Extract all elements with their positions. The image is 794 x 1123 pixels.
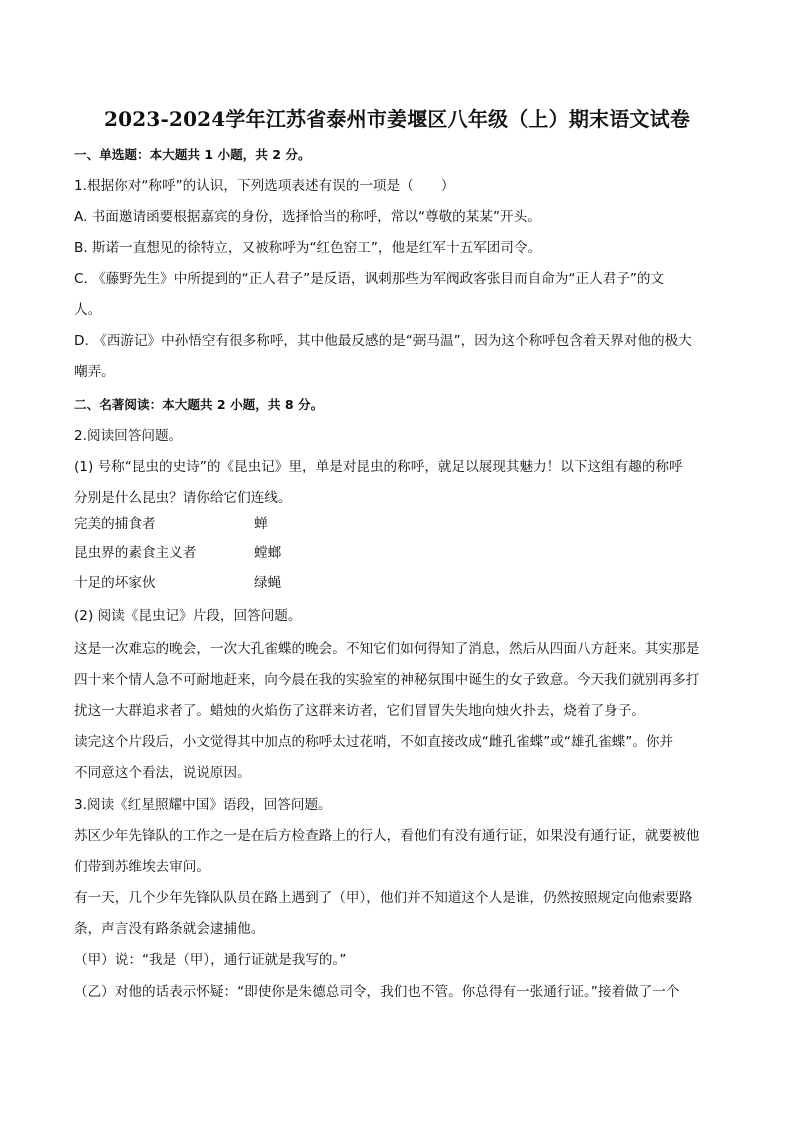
match-left-item: 昆虫界的素食主义者 bbox=[74, 545, 197, 561]
q1-stem: 1.根据你对“称呼”的认识，下列选项表述有误的一项是（ ） bbox=[74, 178, 455, 194]
match-left-item: 完美的捕食者 bbox=[74, 516, 156, 532]
q2-part1-line1: (1) 号称“昆虫的史诗”的《昆虫记》里，单是对昆虫的称呼，就足以展现其魅力！以下这组有趣的称呼 bbox=[74, 459, 683, 475]
q3-stem: 3.阅读《红星照耀中国》语段，回答问题。 bbox=[74, 797, 332, 813]
q1-option-c-line2: 人。 bbox=[74, 302, 102, 318]
q3-text-line6: （乙）对他的话表示怀疑：“即使你是朱德总司令，我们也不管。你总得有一张通行证。”接着做了一个 bbox=[74, 984, 680, 1000]
match-right-item: 蝉 bbox=[254, 516, 268, 532]
q2-part1-line2: 分别是什么昆虫？请你给它们连线。 bbox=[74, 490, 292, 506]
q3-text-line2: 们带到苏维埃去审问。 bbox=[74, 859, 210, 875]
q2-passage-line1: 这是一次难忘的晚会，一次大孔雀蝶的晚会。不知它们如何得知了消息，然后从四面八方赶来。其实那是 bbox=[74, 641, 700, 657]
q3-text-line4: 条，声言没有路条就会逮捕他。 bbox=[74, 921, 265, 937]
match-right-item: 绿蝇 bbox=[254, 575, 282, 591]
q2-stem: 2.阅读回答问题。 bbox=[74, 428, 183, 444]
exam-title: 2023-2024学年江苏省泰州市姜堰区八年级（上）期末语文试卷 bbox=[103, 107, 691, 131]
q3-text-line3: 有一天，几个少年先锋队队员在路上遇到了（甲），他们并不知道这个人是谁，仍然按照规定向他索要路 bbox=[74, 890, 693, 906]
q2-part2-stem: (2) 阅读《昆虫记》片段，回答问题。 bbox=[74, 608, 302, 624]
q2-question-line1: 读完这个片段后，小文觉得其中加点的称呼太过花哨，不如直接改成“雌孔雀蝶”或“雄孔雀蝶”。你并 bbox=[74, 734, 674, 750]
section-2-heading: 二、名著阅读：本大题共 2 小题，共 8 分。 bbox=[74, 397, 324, 412]
section-1-heading: 一、单选题：本大题共 1 小题，共 2 分。 bbox=[74, 147, 311, 162]
q1-option-c-line1: C. 《藤野先生》中所提到的“正人君子”是反语，讽刺那些为军阀政客张目而自命为“正人君子”的文 bbox=[74, 271, 665, 287]
match-left-item: 十足的坏家伙 bbox=[74, 575, 156, 591]
q1-option-d-line1: D. 《西游记》中孙悟空有很多称呼，其中他最反感的是“弼马温”，因为这个称呼包含着天界对他的极大 bbox=[74, 333, 692, 349]
q2-passage-line3: 扰这一大群追求者了。蜡烛的火焰伤了这群来访者，它们冒冒失失地向烛火扑去，烧着了身子。 bbox=[74, 703, 645, 719]
q2-question-line2: 不同意这个看法，说说原因。 bbox=[74, 765, 251, 781]
q3-text-line1: 苏区少年先锋队的工作之一是在后方检查路上的行人，看他们有没有通行证，如果没有通行证，就要被他 bbox=[74, 828, 700, 844]
match-right-item: 螳螂 bbox=[254, 545, 282, 561]
q1-option-b: B. 斯诺一直想见的徐特立，又被称呼为“红色窑工”，他是红军十五军团司令。 bbox=[74, 240, 542, 256]
q3-text-line5: （甲）说：“我是（甲），通行证就是我写的。” bbox=[74, 952, 347, 968]
q1-option-a: A. 书面邀请函要根据嘉宾的身份，选择恰当的称呼，常以“尊敬的某某”开头。 bbox=[74, 209, 541, 225]
q1-option-d-line2: 嘲弄。 bbox=[74, 364, 115, 380]
q2-passage-line2: 四十来个情人急不可耐地赶来，向今晨在我的实验室的神秘氛围中诞生的女子致意。今天我们就别再多打 bbox=[74, 672, 700, 688]
